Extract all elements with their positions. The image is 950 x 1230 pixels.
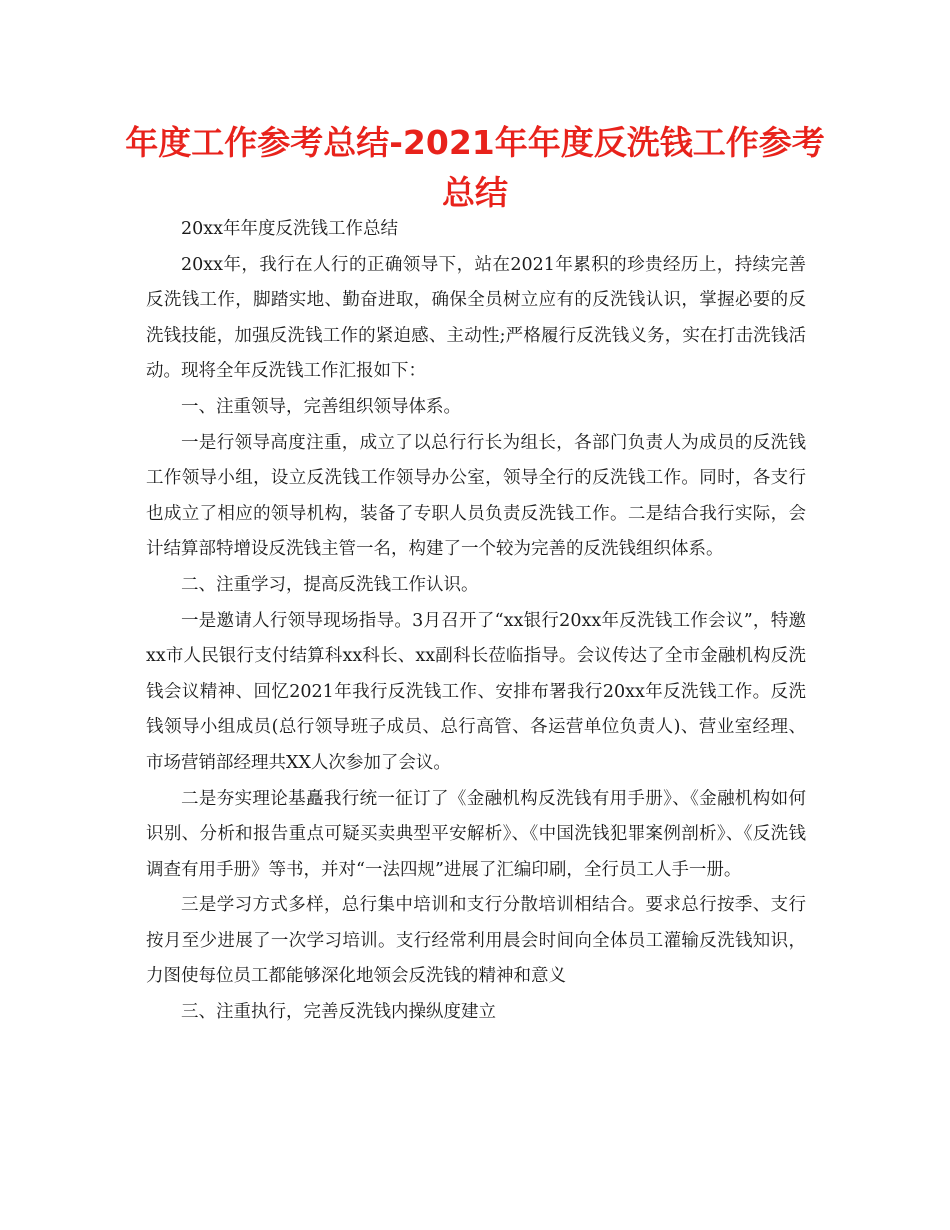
paragraph-subtitle: 20xx年年度反洗钱工作总结 [181, 219, 399, 239]
paragraph-section-2-c: 三是学习方式多样，总行集中培训和支行分散培训相结合。要求总行按季、支行按月至少进展了一次学习培训。支行经常利用晨会时间向全体员工灌输反洗钱知识，力图使每位员工都能够深化地领会反洗钱的精神和意义 [146, 895, 806, 987]
section-heading-2: 二、注重学习，提高反洗钱工作认识。 [181, 574, 479, 595]
paragraph-section-1: 一是行领导高度注重，成立了以总行行长为组长，各部门负责人为成员的反洗钱工作领导小组，设立反洗钱工作领导办公室，领导全行的反洗钱工作。同时，各支行也成立了相应的领导机构，装备了专职人员负责反洗钱工作。二是结合我行实际，会计结算部特增设反洗钱主管一名，构建了一个较为完善的反洗钱组织体系。 [146, 432, 806, 560]
document-body [146, 212, 806, 1031]
section-heading-1: 一、注重领导，完善组织领导体系。 [181, 396, 461, 417]
document-title: 年度工作参考总结-2021年年度反洗钱工作参考总结 [125, 123, 825, 212]
section-heading-3: 三、注重执行，完善反洗钱内操纵度建立 [181, 1002, 496, 1023]
paragraph-section-2-a: 一是邀请人行领导现场指导。3月召开了“xx银行20xx年反洗钱工作会议”，特邀xx市人民银行支付结算科xx科长、xx副科长莅临指导。会议传达了全市金融机构反洗钱会议精神、回忆2021年我行反洗钱工作、安排布署我行20xx年反洗钱工作。反洗钱领导小组成员(总行领导班子成员、总行高管、各运营单位负责人)、营业室经理、市场营销部经理共XX人次参加了会议。 [146, 610, 806, 773]
paragraph-intro: 20xx年，我行在人行的正确领导下，站在2021年累积的珍贵经历上，持续完善反洗钱工作，脚踏实地、勤奋进取，确保全员树立应有的反洗钱认识，掌握必要的反洗钱技能，加强反洗钱工作的紧迫感、主动性;严格履行反洗钱义务，实在打击洗钱活动。现将全年反洗钱工作汇报如下： [146, 254, 806, 382]
paragraph-section-2-b: 二是夯实理论基矗我行统一征订了《金融机构反洗钱有用手册》、《金融机构如何识别、分析和报告重点可疑买卖典型平安解析》、《中国洗钱犯罪案例剖析》、《反洗钱调查有用手册》等书，并对“一法四规”进展了汇编印刷，全行员工人手一册。 [146, 788, 806, 880]
